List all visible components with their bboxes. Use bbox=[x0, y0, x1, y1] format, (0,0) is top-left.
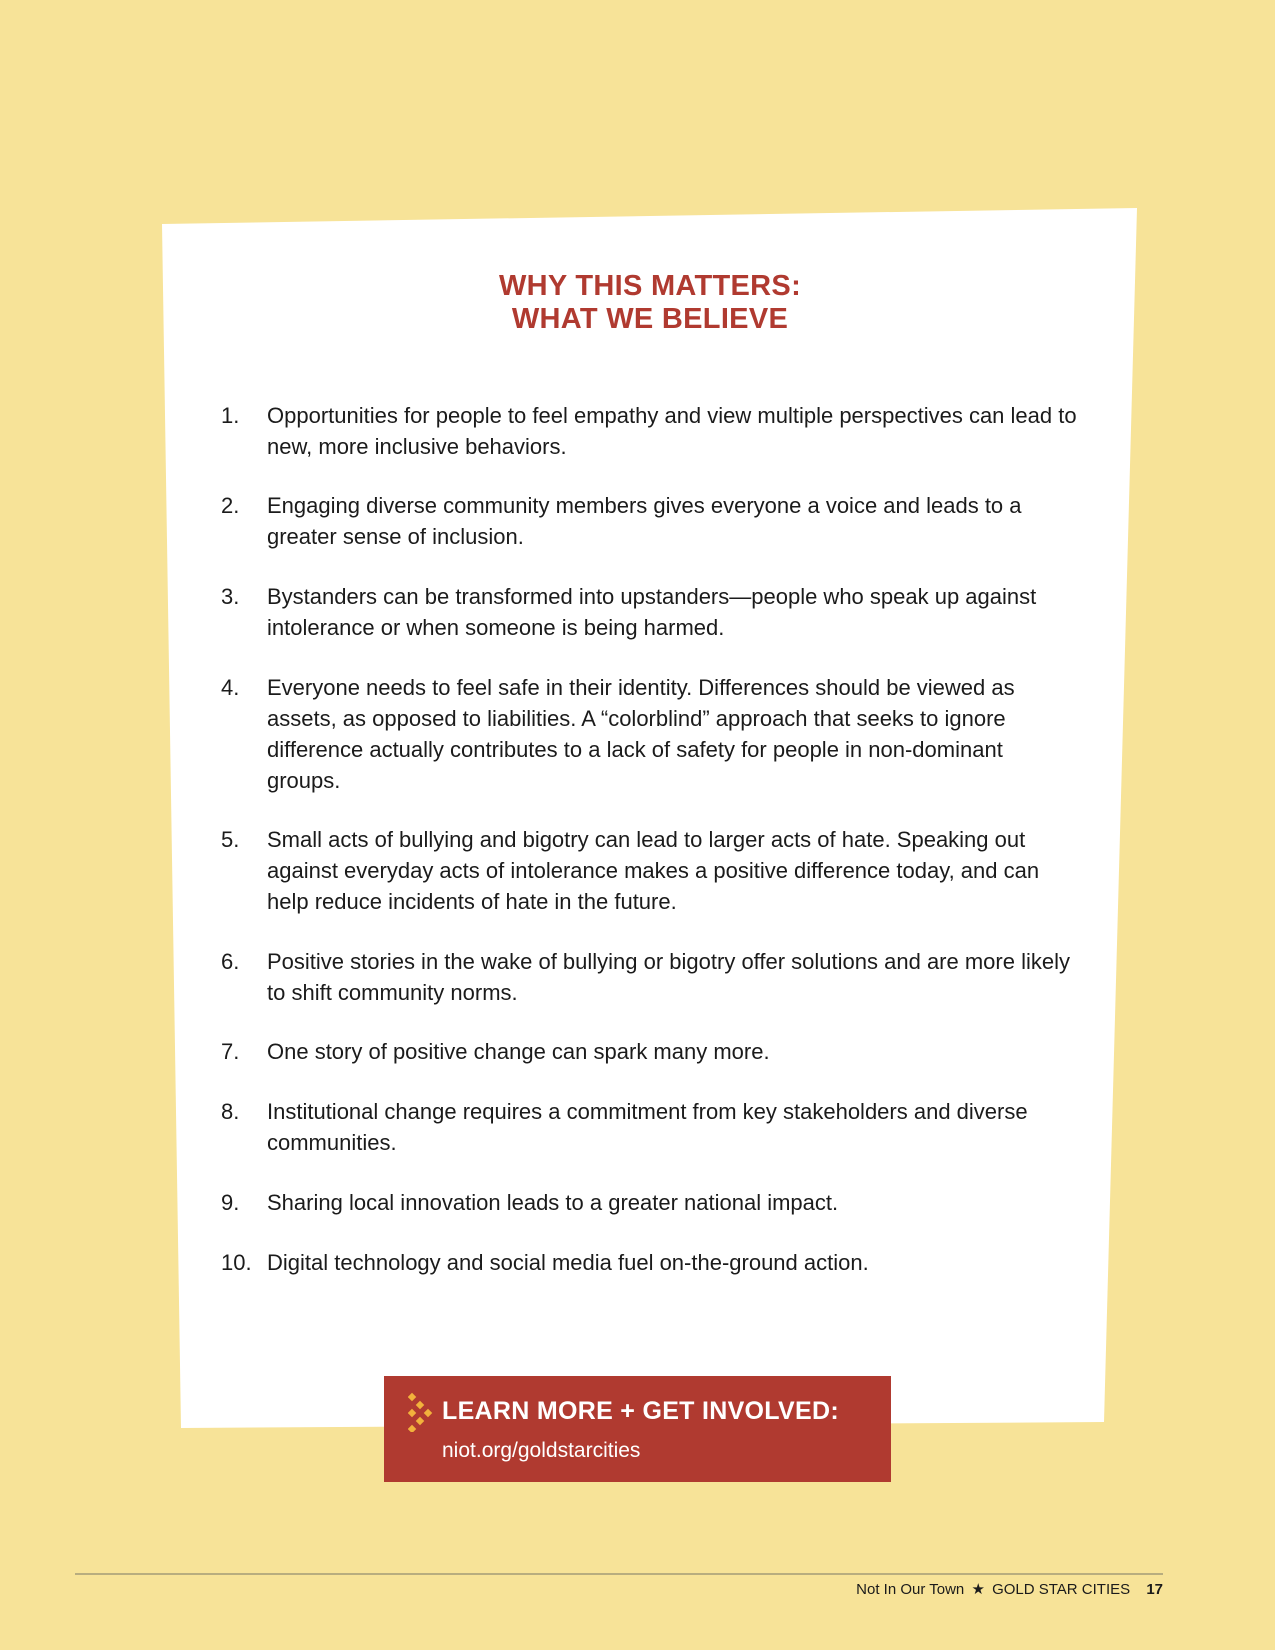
item-number: 7. bbox=[221, 1039, 240, 1064]
item-number: 8. bbox=[221, 1099, 240, 1124]
item-number: 4. bbox=[221, 675, 240, 700]
title-line-1: WHY THIS MATTERS: bbox=[498, 270, 802, 302]
item-text: Institutional change requires a commitment from key stakeholders and diverse communities. bbox=[267, 1099, 1028, 1155]
star-icon: ★ bbox=[971, 1581, 985, 1598]
item-text: Bystanders can be transformed into upstanders—people who speak up against intolerance or when someone is being harmed. bbox=[267, 584, 1037, 640]
title-line-2: WHAT WE BELIEVE bbox=[511, 303, 789, 335]
list-item bbox=[221, 672, 1081, 796]
footer-org: Not In Our Town bbox=[856, 1581, 965, 1598]
footer-divider bbox=[75, 1573, 1163, 1575]
item-number: 5. bbox=[221, 827, 240, 852]
page-number: 17 bbox=[1146, 1581, 1163, 1598]
item-text: Positive stories in the wake of bullying or bigotry offer solutions and are more likely to shift community norms. bbox=[267, 949, 1070, 1005]
item-text: Engaging diverse community members gives everyone a voice and leads to a greater sense of inclusion. bbox=[267, 493, 1022, 549]
item-text: Small acts of bullying and bigotry can lead to larger acts of hate. Speaking out against everyday acts of intolerance makes a positive difference today, and can help reduce incidents of hate in the future. bbox=[267, 827, 1040, 914]
item-number: 9. bbox=[221, 1190, 240, 1215]
list-item bbox=[221, 400, 1081, 462]
item-number: 3. bbox=[221, 584, 240, 609]
item-number: 1. bbox=[221, 403, 240, 428]
cta-heading: LEARN MORE + GET INVOLVED: bbox=[442, 1397, 839, 1425]
item-number: 6. bbox=[221, 949, 240, 974]
item-text: Sharing local innovation leads to a greater national impact. bbox=[267, 1190, 839, 1215]
list-item bbox=[221, 581, 1081, 643]
item-text: One story of positive change can spark many more. bbox=[267, 1039, 770, 1064]
list-item bbox=[221, 824, 1081, 917]
list-item bbox=[221, 946, 1081, 1008]
item-text: Opportunities for people to feel empathy and view multiple perspectives can lead to new, more inclusive behaviors. bbox=[267, 403, 1077, 459]
footer-program: GOLD STAR CITIES bbox=[992, 1581, 1131, 1598]
item-number: 2. bbox=[221, 493, 240, 518]
list-item bbox=[221, 1187, 1081, 1218]
goldstarcities-link[interactable]: niot.org/goldstarcities bbox=[442, 1439, 641, 1462]
list-item bbox=[221, 1036, 1081, 1067]
page-footer bbox=[856, 1580, 1163, 1600]
page-title bbox=[380, 270, 920, 336]
diamond-dots-icon bbox=[408, 1392, 438, 1432]
list-item bbox=[221, 1247, 1081, 1278]
item-text: Digital technology and social media fuel on-the-ground action. bbox=[267, 1250, 869, 1275]
list-item bbox=[221, 490, 1081, 552]
item-text: Everyone needs to feel safe in their identity. Differences should be viewed as assets, as opposed to liabilities. A “colorblind” approach that seeks to ignore difference actually contributes to a lack of safety for people in non-dominant groups. bbox=[267, 675, 1015, 793]
learn-more-banner[interactable] bbox=[384, 1376, 891, 1482]
item-number: 10. bbox=[221, 1250, 252, 1275]
list-item bbox=[221, 1096, 1081, 1158]
